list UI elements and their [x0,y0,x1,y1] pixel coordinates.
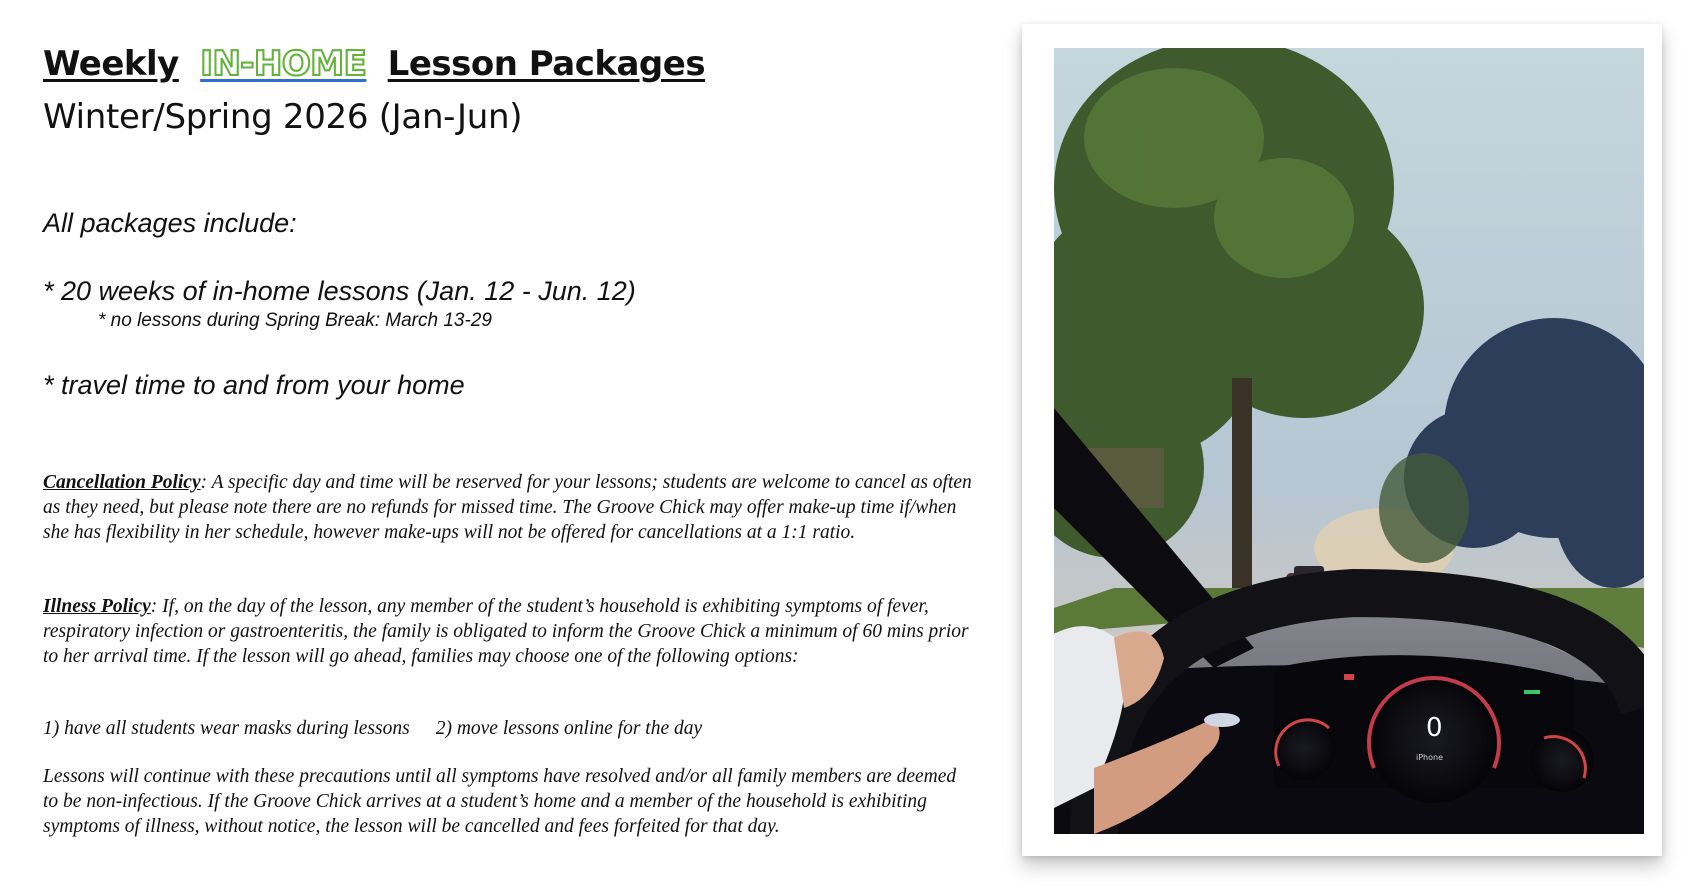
dashboard-speed: 0 [1426,713,1443,743]
illness-options [43,716,973,741]
photo-frame [1022,24,1662,856]
illness-policy-label: Illness Policy [43,596,151,617]
page-subtitle: Winter/Spring 2026 (Jan-Jun) [43,97,523,137]
dashboard-label: iPhone [1416,753,1444,762]
illness-policy-text: : If, on the day of the lesson, any member of the student’s household is exhibiting symptoms of fever, respiratory infection or gastroenteritis, the family is obligated to inform the Groove Chick a minimum of 60 mins prior to her arrival time. If the lesson will go ahead, families may choose one of the following options: [43,596,969,667]
includes-subitem-spring-break: * no lessons during Spring Break: March 13-29 [98,310,492,331]
illness-option-masks: 1) have all students wear masks during lessons [43,718,410,739]
title-word-weekly: Weekly [43,44,179,84]
cancellation-policy-text: : A specific day and time will be reserved for your lessons; students are welcome to cancel as often as they need, but please note there are no refunds for missed time. The Groove Chick may offer make-up time if/when she has flexibility in her schedule, however make-ups will not be offered for cancellations at a 1:1 ratio. [43,472,972,543]
includes-item-weeks: * 20 weeks of in-home lessons (Jan. 12 - Jun. 12) [43,276,636,306]
cancellation-policy [43,470,973,545]
page-title [43,46,705,83]
driving-photo [1054,48,1644,834]
illness-option-online: 2) move lessons online for the day [435,718,703,739]
title-word-lesson-packages: Lesson Packages [387,44,706,84]
includes-heading: All packages include: [43,208,297,238]
includes-item-travel: * travel time to and from your home [43,370,465,400]
illness-precautions: Lessons will continue with these precautions until all symptoms have resolved and/or all family members are deemed to be non-infectious. If the Groove Chick arrives at a student’s home and a member of the household is exhibiting symptoms of illness, without notice, the lesson will be cancelled and fees forfeited for that day. [43,766,957,837]
cancellation-policy-label: Cancellation Policy [43,472,201,493]
illness-policy [43,594,973,669]
title-word-in-home: IN-HOME [196,44,370,84]
driving-scene-image [1054,48,1644,834]
